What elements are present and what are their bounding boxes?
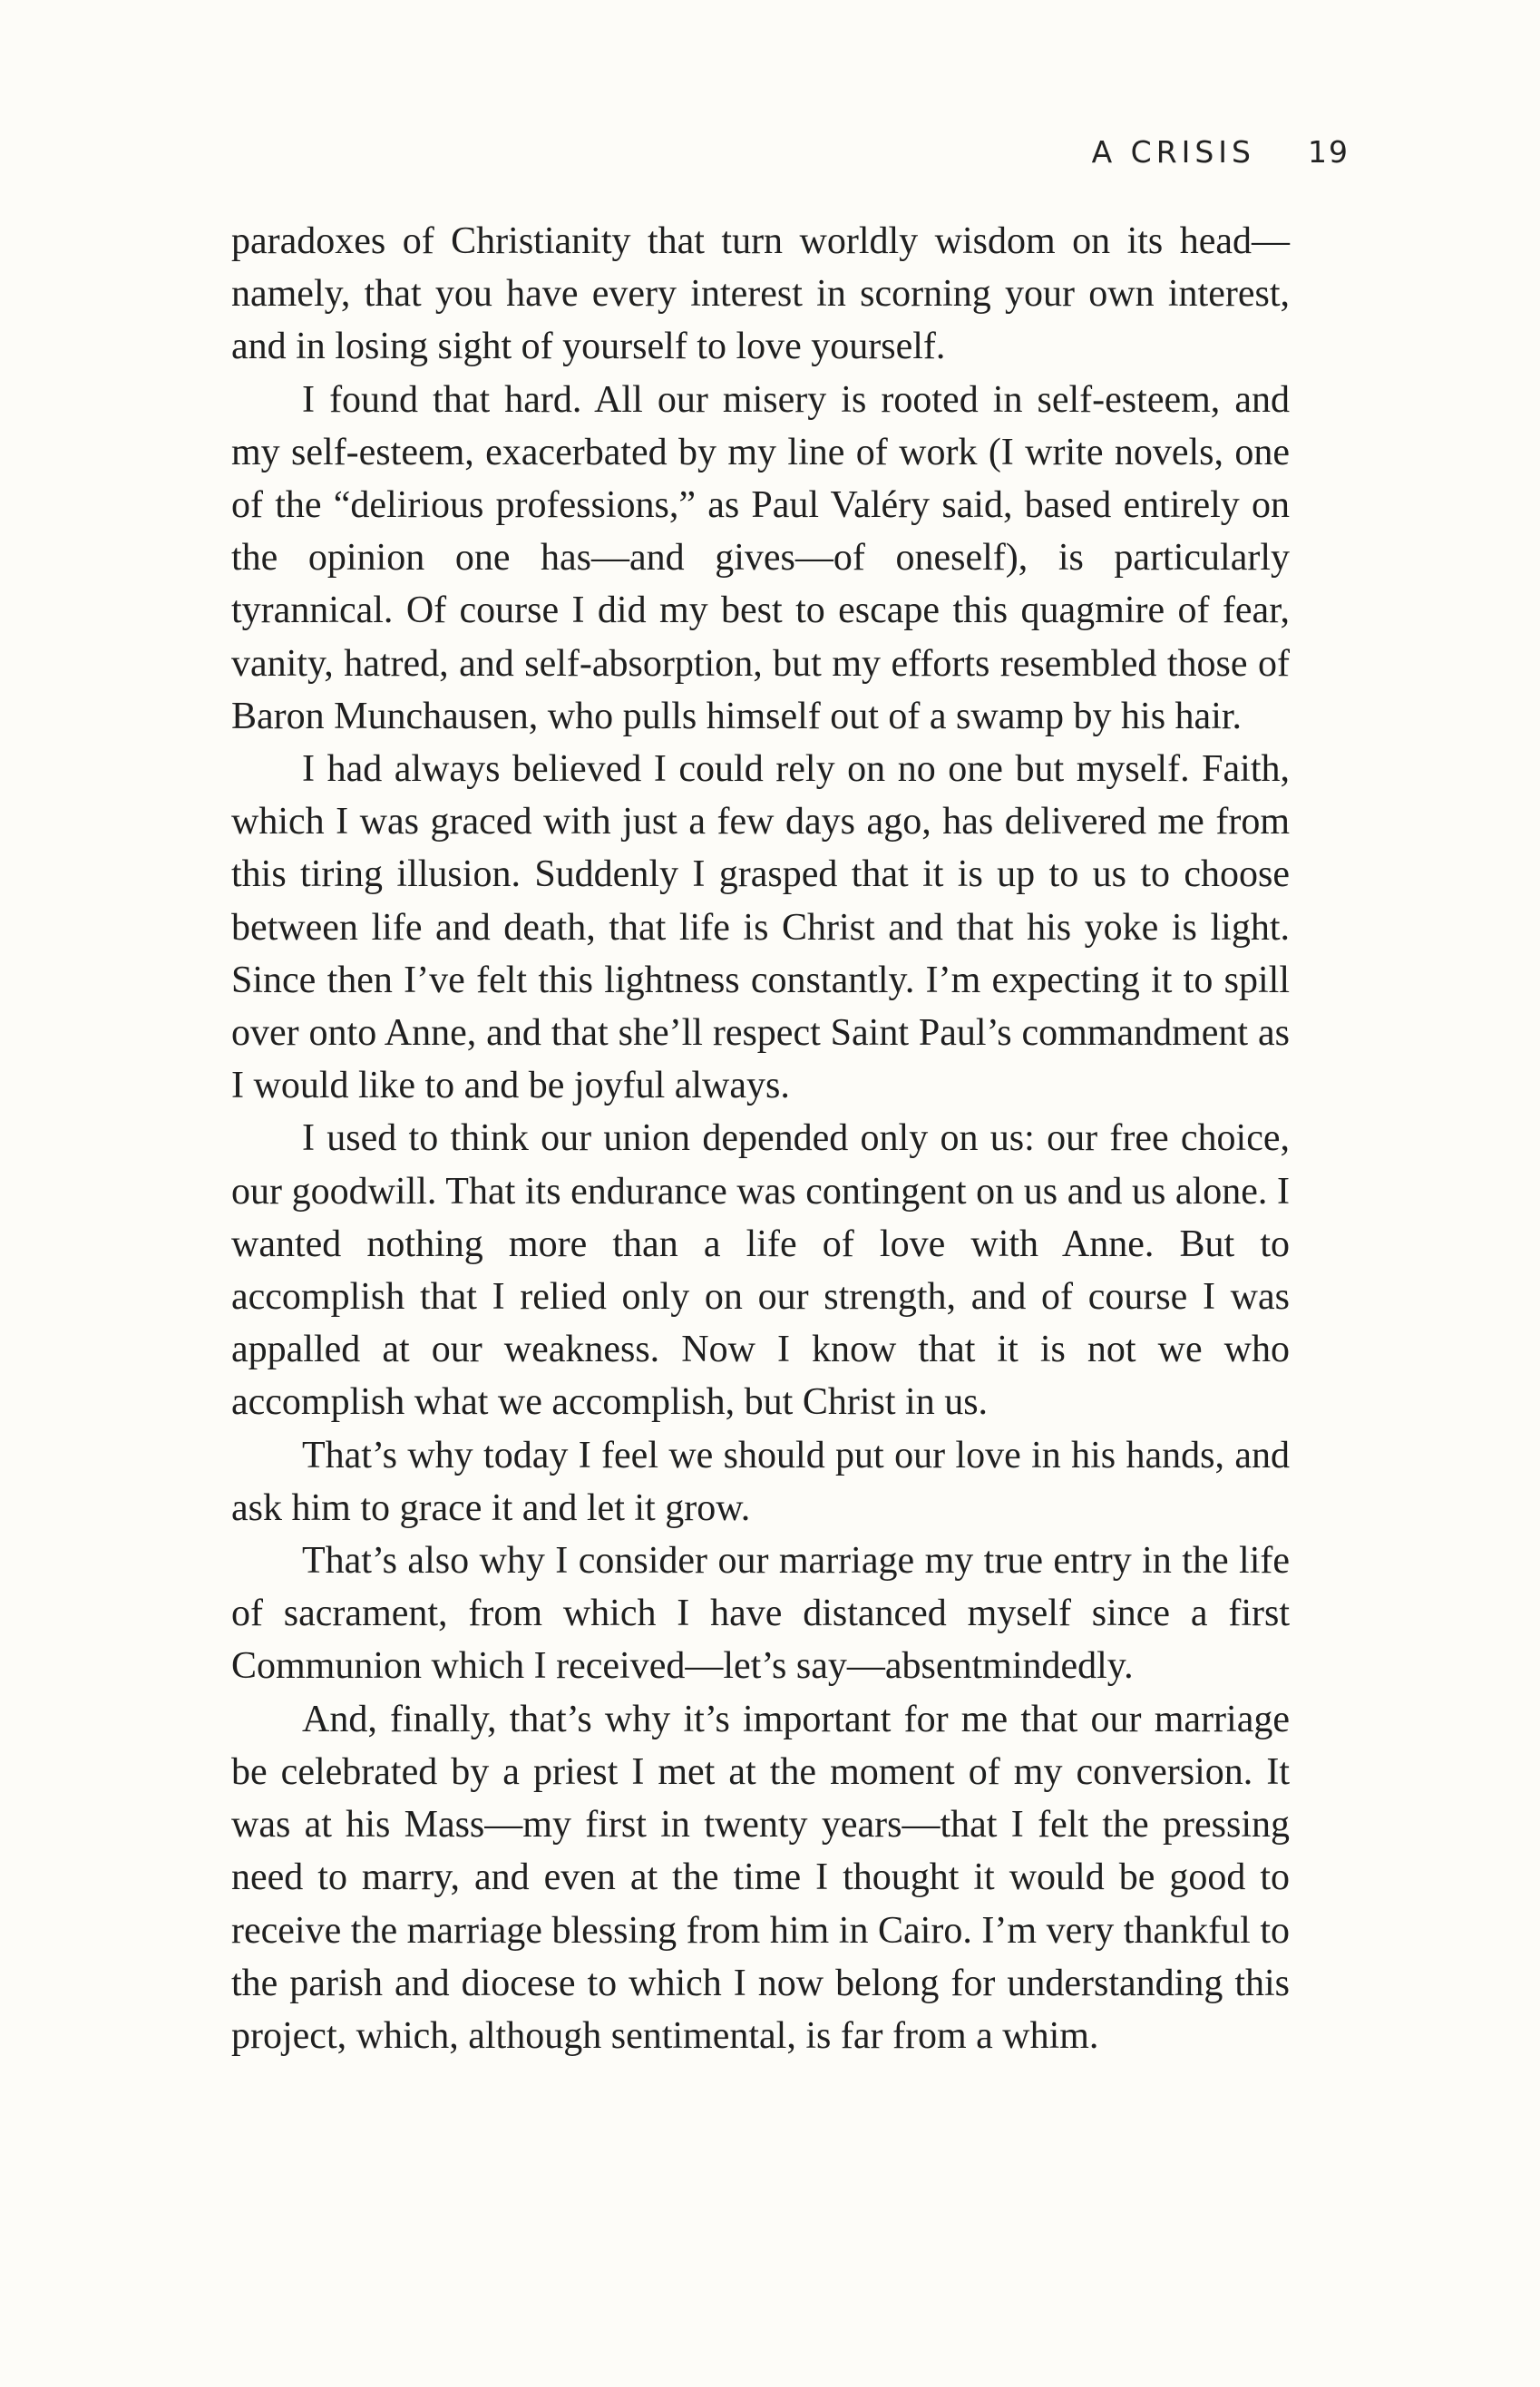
- chapter-title: A CRISIS: [1091, 134, 1255, 170]
- paragraph: I used to think our union depended only on us: our free choice, our goodwill. That its endurance was contingent on us and us alone. I wanted nothing more than a life of love with Anne. But to accomplish that I relied only on our strength, and of course I was appalled at our weakness. Now I know that it is not we who accomplish what we accomplish, but Christ in us.: [231, 1117, 1290, 1424]
- page-number: 19: [1308, 134, 1350, 170]
- paragraph: paradoxes of Christianity that turn worldly wisdom on its head—namely, that you have every interest in scorning your own interest, and in losing sight of yourself to love yourself.: [231, 220, 1290, 368]
- paragraph: I found that hard. All our misery is rooted in self-esteem, and my self-esteem, exacerbated by my line of work (I write novels, one of the “delirious professions,” as Paul Valéry said, based entirely on the opinion one has—and gives—of oneself), is particularly tyrannical. Of course I did my best to escape this quagmire of fear, vanity, hatred, and self-absorption, but my efforts resembled those of Baron Munchausen, who pulls himself out of a swamp by his hair.: [231, 378, 1290, 737]
- body-text: [231, 215, 1290, 2062]
- paragraph: I had always believed I could rely on no one but myself. Faith, which I was graced with just a few days ago, has delivered me from this tiring illusion. Suddenly I grasped that it is up to us to choose between life and death, that life is Christ and that his yoke is light. Since then I’ve felt this lightness constantly. I’m expecting it to spill over onto Anne, and that she’ll respect Saint Paul’s commandment as I would like to and be joyful always.: [231, 748, 1290, 1107]
- paragraph: And, finally, that’s why it’s important for me that our marriage be celebrated by a priest I met at the moment of my conversion. It was at his Mass—my first in twenty years—that I felt the pressing need to marry, and even at the time I thought it would be good to receive the marriage blessing from him in Cairo. I’m very thankful to the parish and diocese to which I now belong for understanding this project, which, although sentimental, is far from a whim.: [231, 1698, 1290, 2057]
- paragraph: That’s why today I feel we should put our love in his hands, and ask him to grace it and let it grow.: [231, 1434, 1290, 1529]
- running-head: [1092, 134, 1350, 170]
- paragraph: That’s also why I consider our marriage my true entry in the life of sacrament, from which I have distanced myself since a first Communion which I received—let’s say—absentmindedly.: [231, 1540, 1290, 1688]
